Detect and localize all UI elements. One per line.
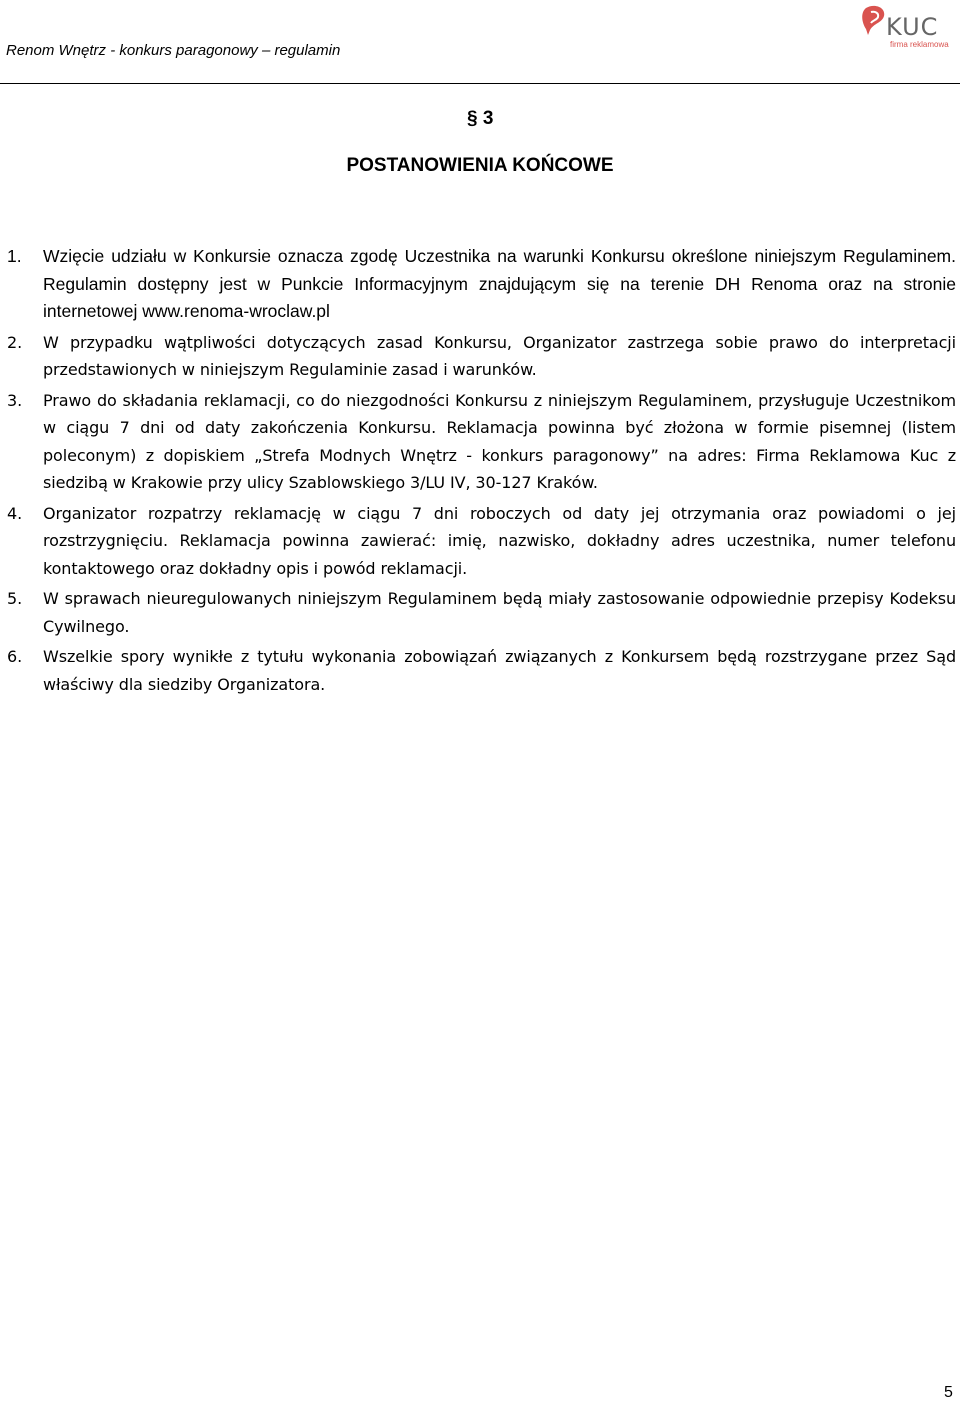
- section-number: § 3: [467, 108, 494, 129]
- list-item-number: 1.: [7, 246, 22, 266]
- header-rule: [0, 83, 960, 84]
- list-item-text: Prawo do składania reklamacji, co do niezgodności Konkursu z niniejszym Regulaminem, przysługuje Uczestnikom w ciągu 7 dni od daty zakończenia Konkursu. Reklamacja powinna być złożona w formie pisemnej (listem poleconym) z dopiskiem „Strefa Modnych Wnętrz - konkurs paragonowy” na adres: Firma Reklamowa Kuc z siedzibą w Krakowie przy ulicy Szablowskiego 3/LU IV, 30-127 Kraków.: [43, 390, 956, 492]
- list-item: [0, 387, 956, 497]
- logo-subtext: firma reklamowa: [890, 40, 949, 49]
- page-number: 5: [944, 1384, 953, 1401]
- page-header: [0, 0, 960, 84]
- list-item: [0, 329, 956, 384]
- list-item-number: 3.: [7, 390, 23, 410]
- list-item: [0, 243, 956, 326]
- regulation-list: [0, 243, 956, 701]
- section-title: [0, 155, 960, 177]
- header-title: Renom Wnętrz - konkurs paragonowy – regulamin: [6, 42, 341, 59]
- kuc-logo: [860, 4, 952, 52]
- list-item-text: W sprawach nieuregulowanych niniejszym Regulaminem będą miały zastosowanie odpowiednie przepisy Kodeksu Cywilnego.: [43, 589, 956, 636]
- list-item-text: Organizator rozpatrzy reklamację w ciągu 7 dni roboczych od daty jej otrzymania oraz powiadomi o jej rozstrzygnięciu. Reklamacja powinna zawierać: imię, nazwisko, dokładny adres uczestnika, numer telefonu kontaktowego oraz dokładny opis i powód reklamacji.: [43, 503, 956, 578]
- list-item-text: Wzięcie udziału w Konkursie oznacza zgodę Uczestnika na warunki Konkursu określone niniejszym Regulaminem. Regulamin dostępny jest w Punkcie Informacyjnym znajdującym się na terenie DH Renoma oraz na stronie internetowej www.renoma-wroclaw.pl: [43, 246, 956, 321]
- list-item: [0, 500, 956, 583]
- list-item-number: 6.: [7, 647, 23, 666]
- list-item-text: Wszelkie spory wynikłe z tytułu wykonania zobowiązań związanych z Konkursem będą rozstrzygane przez Sąd właściwy dla siedziby Organizatora.: [43, 647, 956, 694]
- logo-text: KUC: [886, 13, 939, 41]
- list-item-number: 4.: [7, 503, 23, 523]
- list-item-number: 5.: [7, 589, 23, 608]
- kuc-logo-mark-icon: [860, 4, 888, 36]
- list-item-number: 2.: [7, 332, 23, 352]
- section-title-text: POSTANOWIENIA KOŃCOWE: [346, 155, 614, 176]
- list-item: [0, 643, 956, 698]
- list-item: [0, 585, 956, 640]
- list-item-text: W przypadku wątpliwości dotyczących zasad Konkursu, Organizator zastrzega sobie prawo do interpretacji przedstawionych w niniejszym Regulaminie zasad i warunków.: [43, 332, 956, 379]
